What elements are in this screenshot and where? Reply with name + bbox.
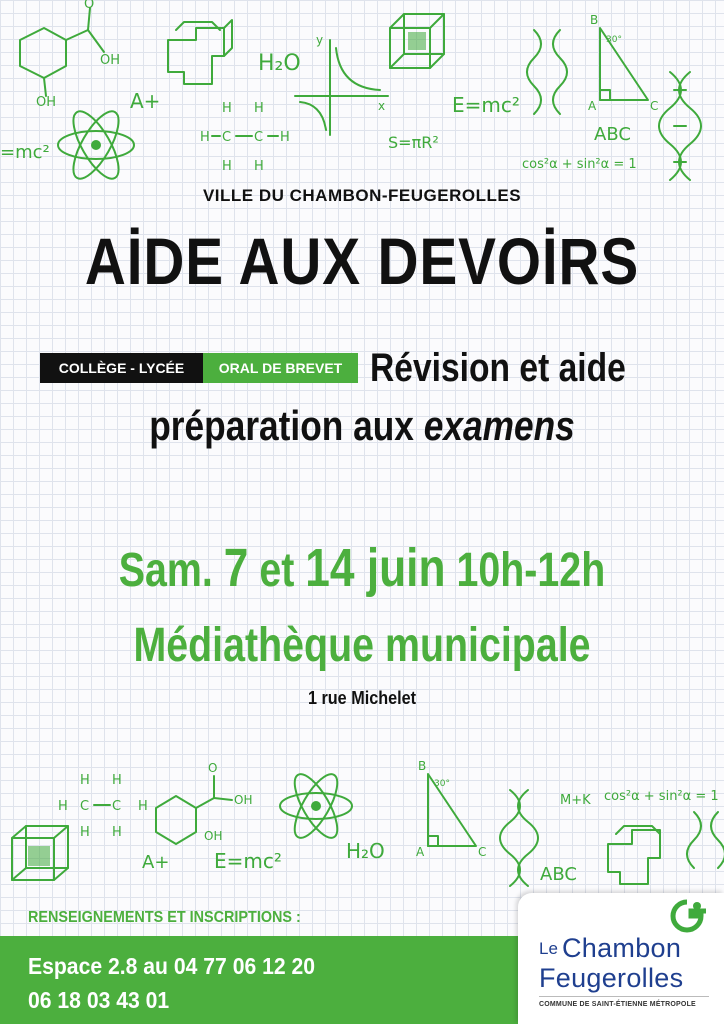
- atom-icon-bottom: [280, 768, 352, 843]
- subtitle-line2: [58, 402, 666, 450]
- doodle-trig: cos²α + sin²α = 1: [522, 157, 637, 172]
- twist-icon: [527, 30, 567, 114]
- logo-subtitle: COMMUNE DE SAINT-ÉTIENNE MÉTROPOLE: [539, 1001, 696, 1008]
- svg-text:OH: OH: [204, 829, 223, 843]
- logo-mark-icon: [665, 898, 709, 936]
- doodle-h2o-bottom: H₂O: [346, 839, 385, 863]
- svg-text:H: H: [280, 130, 290, 145]
- contact-phone-1: Espace 2.8 au 04 77 06 12 20: [28, 953, 316, 979]
- event-connector: et: [248, 544, 306, 597]
- doodle-abc: ABC: [594, 124, 631, 145]
- subtitle-prefix: préparation aux: [149, 402, 424, 449]
- twist-icon-bottom: [687, 812, 724, 868]
- dna-icon: [659, 72, 701, 180]
- doodle-trig-bottom: cos²α + sin²α = 1: [604, 789, 719, 804]
- svg-text:H: H: [58, 799, 68, 814]
- doodle-y: y: [316, 33, 324, 47]
- svg-text:B: B: [418, 759, 427, 773]
- ethane-molecule-icon-bottom: [58, 773, 148, 840]
- svg-text:H: H: [254, 101, 264, 116]
- ethane-molecule-icon: [200, 101, 290, 174]
- logo-le: Le: [539, 939, 558, 958]
- logo-divider: [539, 996, 709, 997]
- doodle-emc2: E=mc²: [452, 93, 520, 117]
- doodle-a: A: [588, 99, 597, 113]
- doodle-o: O: [84, 0, 95, 12]
- contact-title: RENSEIGNEMENTS ET INSCRIPTIONS :: [28, 909, 301, 926]
- doodle-oh-2: OH: [36, 95, 57, 110]
- doodle-h: H: [222, 101, 232, 116]
- svg-text:C: C: [80, 799, 90, 814]
- event-hours: 10h-12h: [456, 544, 606, 597]
- event-address: 1 rue Michelet: [307, 688, 417, 708]
- logo-feugerolles: Feugerolles: [539, 963, 684, 993]
- benzene-molecule-icon: [20, 0, 120, 110]
- doodle-h2o: H₂O: [258, 51, 301, 76]
- graph-axes-icon: [295, 33, 388, 135]
- doodle-a-plus: A+: [130, 89, 161, 113]
- svg-text:H: H: [254, 159, 264, 174]
- svg-text:H: H: [200, 130, 210, 145]
- subtitle-line1: Révision et aide: [370, 346, 626, 390]
- svg-text:H: H: [80, 825, 90, 840]
- city-logo: [518, 893, 724, 1024]
- logo-chambon: Chambon: [562, 933, 682, 963]
- svg-text:A: A: [416, 845, 425, 859]
- event-date-2: 14 juin: [305, 538, 446, 598]
- page-title: AİDE AUX DEVOİRS: [84, 224, 640, 298]
- doodle-c-vertex: C: [650, 99, 659, 113]
- benzene-molecule-icon-bottom: [156, 761, 252, 844]
- svg-text:H: H: [112, 825, 122, 840]
- svg-text:C: C: [112, 799, 122, 814]
- svg-text:30°: 30°: [434, 779, 450, 789]
- svg-text:H: H: [222, 159, 232, 174]
- event-date-1: 7: [223, 538, 249, 598]
- event-date: [65, 537, 659, 599]
- doodle-c: C: [222, 130, 232, 145]
- doodle-emc2-bottom: E=mc²: [214, 849, 282, 873]
- level-badge: COLLÈGE - LYCÉE: [40, 353, 203, 383]
- cube-cluster-icon-bottom: [608, 826, 660, 884]
- cube-icon-bottom: [12, 826, 68, 880]
- triangle-icon-bottom: [416, 759, 486, 859]
- doodle-a-plus-bottom: A+: [142, 852, 170, 873]
- svg-text:H: H: [138, 799, 148, 814]
- svg-text:C: C: [478, 845, 487, 859]
- doodle-b: B: [590, 13, 599, 27]
- doodle-x: x: [378, 99, 386, 113]
- oral-badge: ORAL DE BREVET: [203, 353, 358, 383]
- city-name: VILLE DU CHAMBON-FEUGEROLLES: [202, 186, 522, 205]
- event-day: Sam.: [118, 544, 224, 597]
- cube-cluster-icon: [168, 20, 232, 84]
- event-place: Médiathèque municipale: [133, 619, 591, 672]
- svg-text:O: O: [208, 761, 218, 775]
- doodle-oh-1: OH: [100, 53, 121, 68]
- svg-text:H: H: [80, 773, 90, 788]
- doodle-mk: M+K: [560, 793, 591, 808]
- atom-icon: [58, 105, 134, 185]
- contact-phone-2: 06 18 03 43 01: [28, 987, 170, 1013]
- doodle-area: S=πR²: [388, 133, 439, 152]
- triangle-icon: [588, 13, 658, 113]
- doodle-angle: 30°: [606, 35, 622, 45]
- svg-text:H: H: [112, 773, 122, 788]
- svg-text:C: C: [254, 130, 264, 145]
- doodle-abc-bottom: ABC: [540, 864, 577, 885]
- svg-text:OH: OH: [234, 793, 253, 807]
- subtitle-emphasis: examens: [423, 402, 575, 449]
- dna-icon-bottom: [500, 790, 538, 886]
- doodle-emc2-partial: =mc²: [0, 142, 50, 163]
- cube-icon: [390, 14, 444, 68]
